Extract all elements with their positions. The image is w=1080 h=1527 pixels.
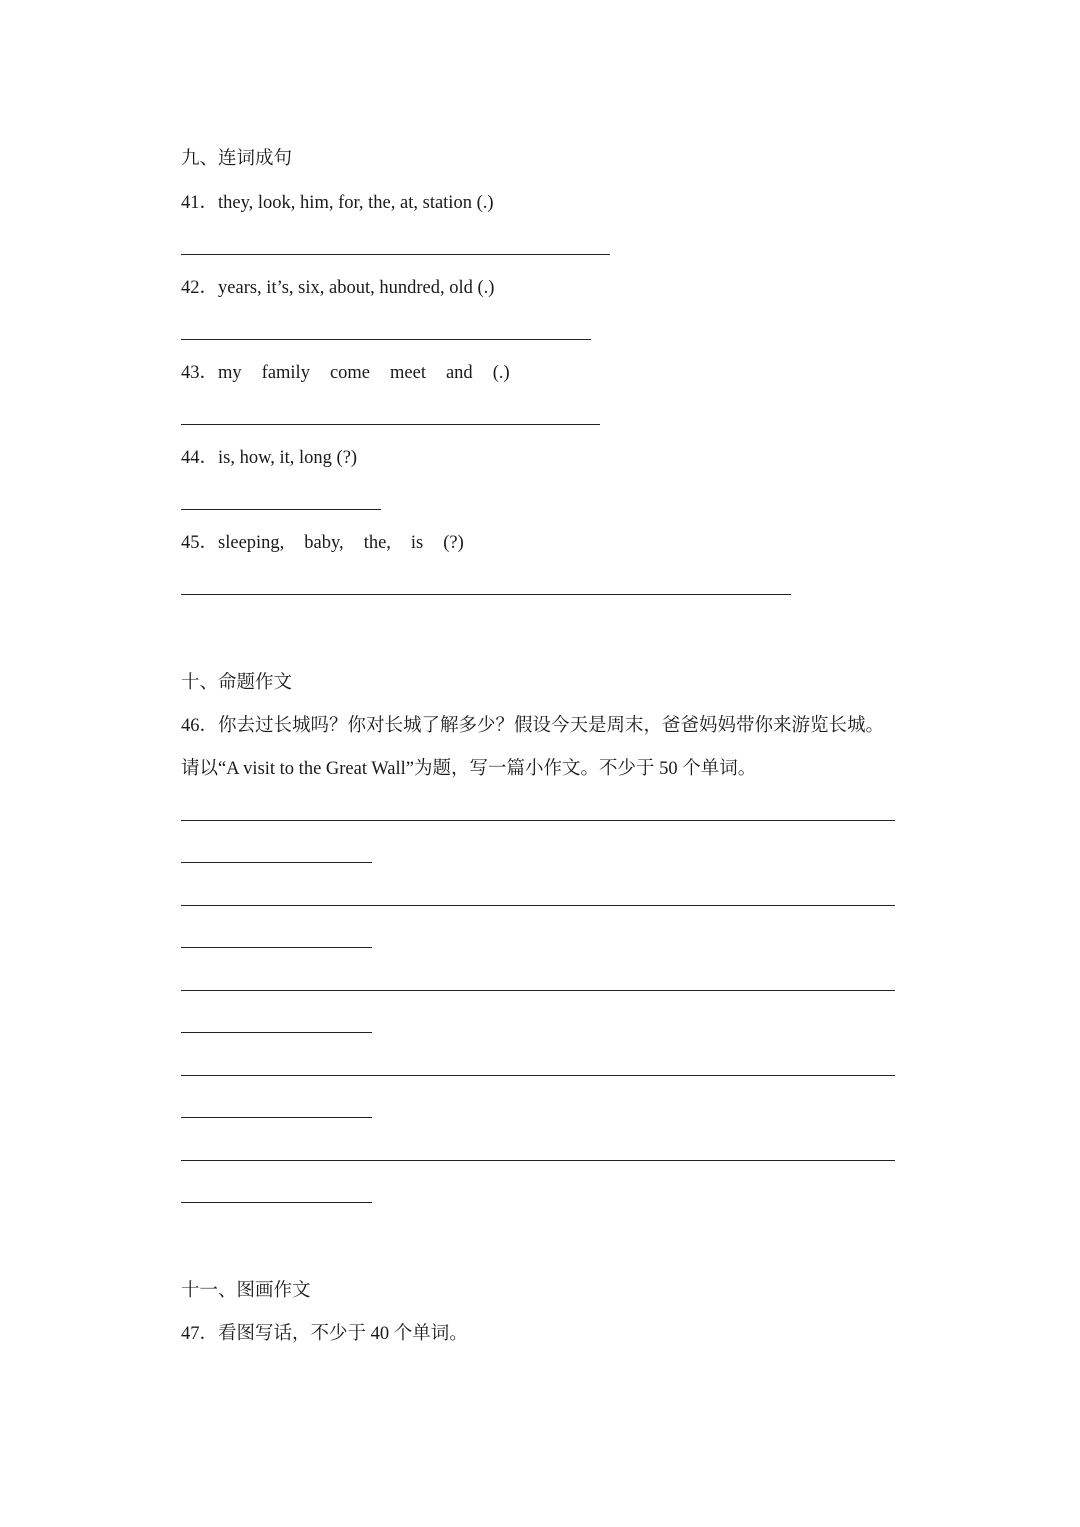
writing-line[interactable] [181, 1032, 372, 1033]
word: meet [390, 363, 426, 383]
question-number: 41． [181, 193, 219, 213]
question-46-line-2: 请以“A visit to the Great Wall”为题，写一篇小作文。不少于 50 个单词。 [181, 759, 757, 779]
writing-line[interactable] [181, 820, 895, 821]
question-number: 44． [181, 448, 219, 468]
answer-line-41[interactable] [181, 254, 610, 255]
question-number: 45． [181, 533, 219, 553]
writing-line[interactable] [181, 947, 372, 948]
word: come [329, 363, 371, 383]
question-number: 47． [181, 1324, 219, 1344]
word: baby, [304, 533, 344, 553]
question-number: 42． [181, 278, 219, 298]
question-text: 你去过长城吗？你对长城了解多少？假设今天是周末，爸爸妈妈带你来游览长城。 [218, 716, 885, 736]
question-43 [181, 361, 510, 385]
word: (?) [443, 533, 464, 553]
question-42 [181, 276, 494, 300]
word: and [445, 363, 473, 383]
question-text: 看图写话，不少于 40 个单词。 [218, 1324, 468, 1344]
question-text: they, look, him, for, the, at, station (.) [218, 193, 494, 213]
question-45 [181, 531, 464, 555]
writing-line[interactable] [181, 862, 372, 863]
writing-line[interactable] [181, 990, 895, 991]
answer-line-45[interactable] [181, 594, 791, 595]
answer-line-42[interactable] [181, 339, 591, 340]
question-46-line-1 [181, 714, 884, 738]
question-44 [181, 446, 357, 470]
word: is [410, 533, 424, 553]
writing-line[interactable] [181, 1075, 895, 1076]
word: family [261, 363, 310, 383]
word: (.) [492, 363, 510, 383]
word: my [218, 363, 242, 383]
answer-line-43[interactable] [181, 424, 600, 425]
question-47 [181, 1322, 468, 1346]
word: sleeping, [218, 533, 285, 553]
question-number: 46． [181, 716, 219, 736]
section-10-heading: 十、命题作文 [181, 673, 293, 693]
question-text: years, it’s, six, about, hundred, old (.) [218, 278, 495, 298]
writing-line[interactable] [181, 905, 895, 906]
writing-line[interactable] [181, 1202, 372, 1203]
writing-line[interactable] [181, 1160, 895, 1161]
writing-line[interactable] [181, 1117, 372, 1118]
question-number: 43． [181, 363, 219, 383]
question-text: is, how, it, long (?) [218, 448, 358, 468]
answer-line-44[interactable] [181, 509, 381, 510]
question-41 [181, 191, 494, 215]
section-9-heading: 九、连词成句 [181, 149, 293, 169]
word: the, [363, 533, 391, 553]
section-11-heading: 十一、图画作文 [181, 1281, 311, 1301]
